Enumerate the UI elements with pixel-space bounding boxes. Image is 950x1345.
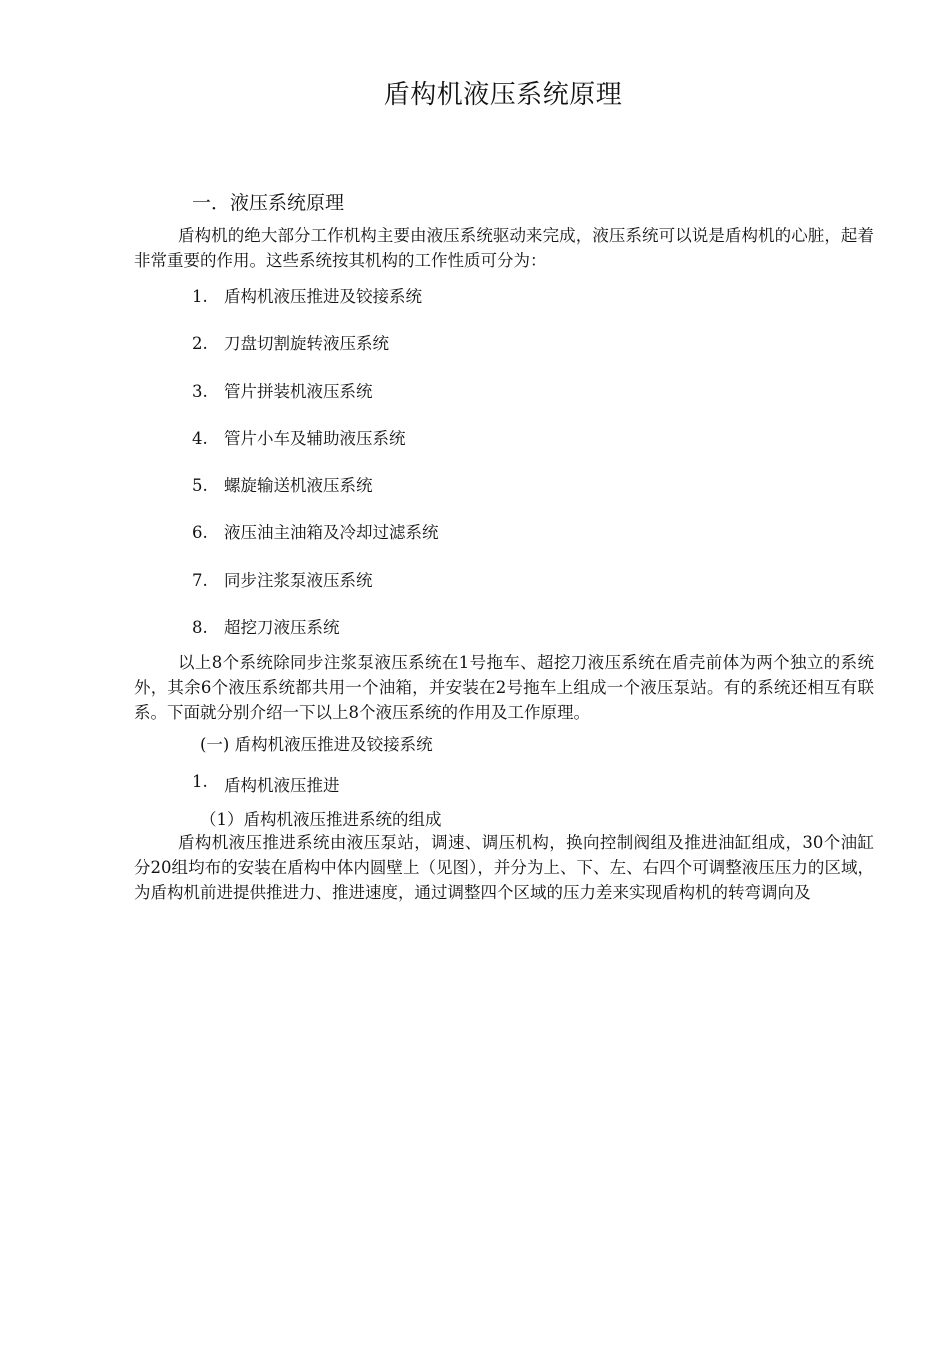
list-item-number: 5. <box>192 476 208 496</box>
list-item-label: 同步注浆泵液压系统 <box>224 570 373 590</box>
list-item-number: 4. <box>192 428 208 448</box>
sub-item-number: 1. <box>192 772 208 791</box>
sub-heading: (一) 盾构机液压推进及铰接系统 <box>200 735 433 754</box>
list-item-label: 管片拼装机液压系统 <box>224 381 373 401</box>
list-item-label: 管片小车及辅助液压系统 <box>224 428 406 448</box>
list-item-label: 刀盘切割旋转液压系统 <box>224 334 389 354</box>
systems-list <box>192 284 439 662</box>
list-item-label: 盾构机液压推进及铰接系统 <box>224 287 422 306</box>
list-item <box>192 473 439 520</box>
list-item-number: 3. <box>192 381 208 401</box>
sub-item-label: 盾构机液压推进 <box>224 776 340 795</box>
list-item <box>192 379 439 426</box>
sub-sub-heading: （1）盾构机液压推进系统的组成 <box>200 810 442 829</box>
detail-paragraph: 盾构机液压推进系统由液压泵站，调速、调压机构，换向控制阀组及推进油缸组成，30个油缸分20组均布的安装在盾构中体内圆壁上（见图），并分为上、下、左、右四个可调整液压压力的区域，为盾构机前进提供推进力、推进速度，通过调整四个区域的压力差来实现盾构机的转弯调向及 <box>134 833 874 902</box>
list-item-number: 2. <box>192 334 208 354</box>
list-item-number: 1. <box>192 287 208 306</box>
list-item <box>192 331 439 378</box>
list-item <box>192 426 439 473</box>
list-item-number: 6. <box>192 523 208 543</box>
intro-paragraph: 盾构机的绝大部分工作机构主要由液压系统驱动来完成，液压系统可以说是盾构机的心脏，起着非常重要的作用。这些系统按其机构的工作性质可分为： <box>134 226 874 270</box>
summary-paragraph: 以上8个系统除同步注浆泵液压系统在1号拖车、超挖刀液压系统在盾壳前体为两个独立的系统外，其余6个液压系统都共用一个油箱，并安装在2号拖车上组成一个液压泵站。有的系统还相互有联系。下面就分别介绍一下以上8个液压系统的作用及工作原理。 <box>134 653 874 722</box>
list-item <box>192 284 439 331</box>
list-item-label: 超挖刀液压系统 <box>224 618 340 638</box>
document-title: 盾构机液压系统原理 <box>383 80 623 110</box>
list-item-number: 8. <box>192 618 208 638</box>
sub-item <box>192 772 340 796</box>
list-item <box>192 520 439 567</box>
list-item-number: 7. <box>192 570 208 590</box>
section-heading: 一．液压系统原理 <box>192 192 345 214</box>
list-item-label: 螺旋输送机液压系统 <box>224 476 373 496</box>
list-item-label: 液压油主油箱及冷却过滤系统 <box>224 523 439 543</box>
list-item <box>192 568 439 615</box>
